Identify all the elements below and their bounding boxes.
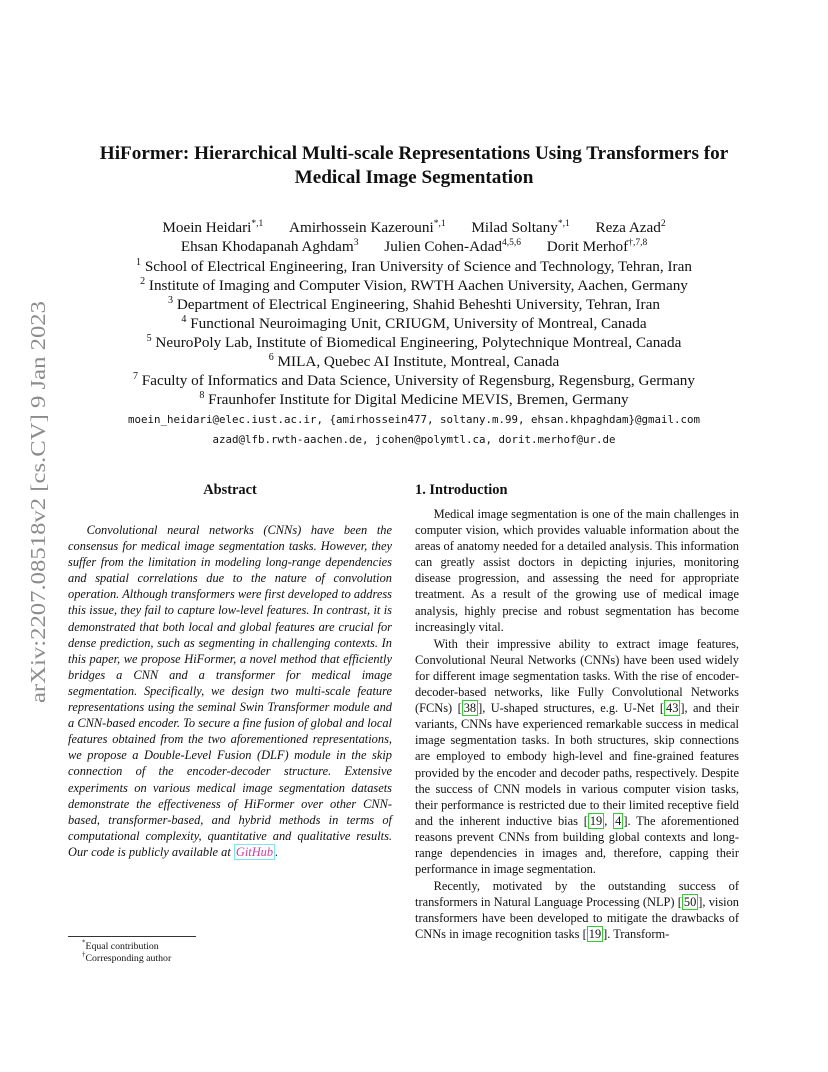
intro-paragraph-1: Medical image segmentation is one of the main challenges in computer vision, which provides valuable information about the areas of anatomy needed for a detailed analysis. This information can greatly assist doctors in depicting injuries, monitoring disease progression, and assessing the need for appropriate treatment. As a result of the growing use of medical image analysis, highly precise and robust segmentation has become increasingly vital.: [415, 507, 739, 634]
affiliation: $^1$ School of Electrical Engineering, Iran University of Science and Technology, Tehran, Iran: [136, 256, 692, 275]
footnote-rule: [68, 936, 196, 937]
citation-link[interactable]: 19: [589, 813, 603, 828]
right-column: [415, 480, 739, 943]
author: Ehsan Khodapanah Aghdam$^3$: [180, 237, 359, 255]
intro-paragraph-3: Recently, motivated by the outstanding success of transformers in Natural Language Processing (NLP) [ 50 ], vision transformers have been developed to mitigate the drawbacks of CNNs in image recognition tasks [ 19 ]. Transform-: [415, 879, 739, 942]
author: Moein Heidari$^{*,1}$: [162, 218, 264, 236]
abstract-heading: Abstract: [203, 482, 257, 498]
author: Milad Soltany$^{*,1}$: [471, 218, 570, 236]
intro-paragraph-2: With their impressive ability to extract image features, Convolutional Neural Networks (CNNs) have been used widely for different image segmentation tasks. With the rise of encoder-decoder-based networks, like Fully Convolutional Networks (FCNs) [ 38 ], U-shaped structures, e.g. U-Net [ 43 ], and their variants, CNNs have experienced remarkable success in medical image segmentation tasks. In both structures, skip connections are employed to embody high-level and fine-grained features provided by the encoder and decoder paths, respectively. Despite the success of CNN models in various computer vision tasks, their performance is restricted due to their limited receptive field and the inherent inductive bias [ 19 , 4 ]. The aforementioned reasons prevent CNNs from building global contexts and long-range dependencies in images and, therefore, capping their performance in image segmentation.: [415, 636, 739, 877]
arxiv-side-stamp: [22, 300, 52, 705]
affiliation: $^2$ Institute of Imaging and Computer Vision, RWTH Aachen University, Aachen, Germany: [140, 275, 688, 294]
affiliation: $^7$ Faculty of Informatics and Data Science, University of Regensburg, Regensburg, Germany: [132, 370, 695, 389]
citation-link[interactable]: 38: [463, 701, 477, 716]
footnote-corresponding-author: †Corresponding author: [82, 950, 172, 964]
affiliation-list: [70, 257, 758, 409]
author: Dorit Merhof$^{\dagger,7,8}$: [546, 237, 648, 255]
arxiv-identifier: arXiv:2207.08518v2 [cs.CV] 9 Jan 2023: [26, 353, 50, 703]
footnote-equal-contribution: *Equal contribution: [82, 938, 159, 952]
affiliation: $^5$ NeuroPoly Lab, Institute of Biomedical Engineering, Polytechnique Montreal, Canada: [146, 332, 682, 351]
citation-link[interactable]: 43: [666, 701, 679, 716]
author: Amirhossein Kazerouni$^{*,1}$: [289, 218, 446, 236]
title-line-1: HiFormer: Hierarchical Multi-scale Representations Using Transformers for: [99, 143, 729, 164]
abstract-body: Convolutional neural networks (CNNs) have been the consensus for medical image segmentation tasks. However, they suffer from the limitation in modeling long-range dependencies and spatial correlations due to the nature of convolution operation. Although transformers were first developed to address this issue, they fail to capture low-level features. In contrast, it is demonstrated that both local and global features are crucial for dense prediction, such as segmenting in challenging contexts. In this paper, we propose HiFormer, a novel method that efficiently bridges a CNN and a transformer for medical image segmentation. Specifically, we design two multi-scale feature representations using the seminal Swin Transformer module and a CNN-based encoder. To secure a fine fusion of global and local features obtained from the two aforementioned representations, we propose a Double-Level Fusion (DLF) module in the skip connection of the encoder-decoder structure. Extensive experiments on various medical image segmentation datasets demonstrate the effectiveness of HiFormer over other CNN-based, transformer-based, and hybrid methods in terms of computational complexity, quantitative and qualitative results. Our code is publicly available at GitHub .: [68, 523, 392, 859]
affiliation: $^8$ Fraunhofer Institute for Digital Medicine MEVIS, Bremen, Germany: [199, 389, 629, 408]
email-line-1: moein_heidari@elec.iust.ac.ir, {amirhossein477, soltany.m.99, ehsan.khpaghdam}@gmail.com: [127, 413, 701, 426]
github-link[interactable]: GitHub: [235, 844, 274, 859]
author: Reza Azad$^2$: [595, 218, 666, 236]
author-list: [70, 218, 758, 256]
author-row-1: [70, 218, 758, 237]
affiliation: $^6$ MILA, Quebec AI Institute, Montreal, Canada: [268, 351, 560, 370]
author-emails: [70, 410, 758, 450]
email-line-2: azad@lfb.rwth-aachen.de, jcohen@polymtl.ca, dorit.merhof@ur.de: [212, 433, 616, 446]
introduction-heading: 1. Introduction: [415, 482, 508, 498]
citation-link[interactable]: 50: [683, 895, 697, 910]
citation-link[interactable]: 4: [615, 813, 622, 828]
affiliation: $^3$ Department of Electrical Engineering, Shahid Beheshti University, Tehran, Iran: [168, 294, 660, 313]
author: Julien Cohen-Adad$^{4,5,6}$: [384, 237, 521, 255]
author-row-2: [70, 237, 758, 256]
title-line-2: Medical Image Segmentation: [294, 167, 534, 188]
paper-title: [70, 142, 758, 190]
citation-link[interactable]: 19: [588, 927, 602, 942]
affiliation: $^4$ Functional Neuroimaging Unit, CRIUGM, University of Montreal, Canada: [181, 313, 647, 332]
left-column: [68, 480, 392, 860]
footnotes: [68, 936, 392, 965]
